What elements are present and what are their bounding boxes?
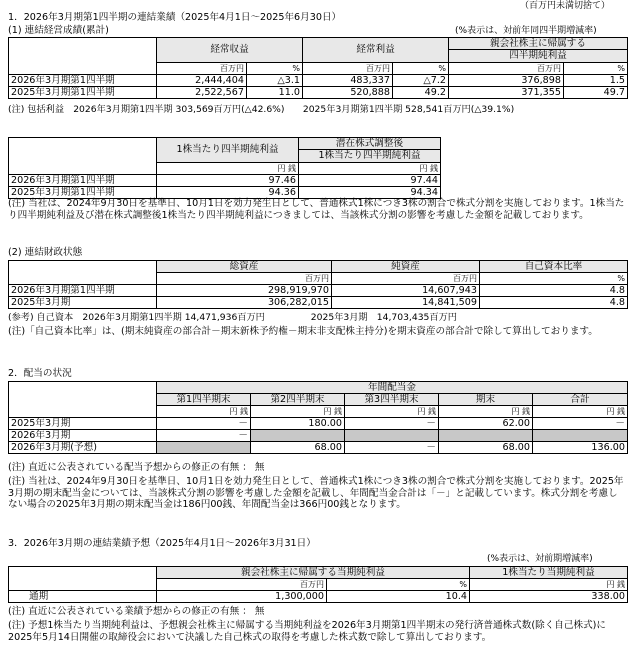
table-row [9,74,628,86]
header-forecast-net-income: 親会社株主に帰属する当期純利益 [157,567,470,579]
cell-q3: － [345,442,439,454]
cell-net-pct: 49.7 [564,86,628,98]
table-row [9,442,628,454]
comprehensive-income-note: (注) 包括利益 2026年3月期第1四半期 303,569百万円(△42.6%) 2025年3月期第1四半期 528,541百万円(△39.1%) [8,104,515,115]
row-label: 2025年3月期 [9,297,157,309]
table-row [9,285,628,297]
section-title-dividends: 2．配当の状況 [8,368,72,379]
table-row [9,591,628,603]
cell-revenue-pct: △3.1 [247,74,303,86]
unit-yen: 円 銭 [157,162,299,174]
unit-percent: % [247,62,303,74]
unit-million: 百万円 [332,273,480,285]
cell-eps: 94.36 [157,186,299,198]
cell-q3: － [345,418,439,430]
cell-ordinary: 483,337 [303,74,393,86]
stock-split-note: (注) 当社は、2024年9月30日を基準日、10月1日を効力発生日として、普通株式1株につき3株の割合で株式分割を実施しております。1株当たり四半期純利益及び潜在株式調整後1株当たり四半期純利益につきましては、当該株式分割の影響を考慮した金額を記載しております。 [8,198,625,221]
forecast-table [8,566,628,603]
unit-million: 百万円 [303,62,393,74]
cell-eps: 97.46 [157,174,299,186]
cell-net-assets: 14,841,509 [332,297,480,309]
header-ordinary-profit: 経常利益 [303,38,449,63]
header-net-income-1: 親会社株主に帰属する [449,38,628,50]
cell-q2: 180.00 [251,418,345,430]
header-equity-ratio: 自己資本比率 [480,261,628,273]
header-diluted-eps-1: 潜在株式調整後 [299,138,441,150]
unit-note: （百万円未満切捨て） [520,1,611,11]
header-year-end: 期末 [439,394,533,406]
row-label: 2026年3月期 [9,430,157,442]
row-label: 2026年3月期第1四半期 [9,174,157,186]
forecast-eps-note: (注) 予想1株当たり当期純利益は、予想親会社株主に帰属する当期純利益を2026年3月期第1四半期末の発行済普通株式数(除く自己株式)に2025年5月14日開催の取締役会において決議した自己株式の取得を考慮した株式数で除して算出しております。 [8,620,606,643]
header-q2-end: 第2四半期末 [251,394,345,406]
unit-percent: % [564,62,628,74]
unit-million: 百万円 [157,273,332,285]
unit-yen: 円 銭 [470,579,628,591]
cell-forecast-net-pct: 10.4 [327,591,470,603]
cell-total-assets: 298,919,970 [157,285,332,297]
section-title-results: 1．2026年3月期第1四半期の連結業績（2025年4月1日～2025年6月30日） [8,12,342,23]
cell-year-end-shaded [439,430,533,442]
row-label: 2026年3月期(予想) [9,442,157,454]
cell-year-end: 68.00 [439,442,533,454]
dividend-table [8,381,628,454]
cell-net-pct: 1.5 [564,74,628,86]
unit-yen: 円 銭 [533,406,628,418]
cell-total: － [533,418,628,430]
row-label: 2026年3月期第1四半期 [9,285,157,297]
cell-forecast-net: 1,300,000 [157,591,327,603]
table-row [9,418,628,430]
unit-yen: 円 銭 [439,406,533,418]
cell-revenue: 2,522,567 [157,86,247,98]
unit-percent: % [393,62,449,74]
unit-yen: 円 銭 [345,406,439,418]
cell-ordinary-pct: △7.2 [393,74,449,86]
subsection-title-financial: (2) 連結財政状態 [8,247,83,258]
row-label: 2025年3月期 [9,418,157,430]
cell-net: 371,355 [449,86,564,98]
unit-million: 百万円 [449,62,564,74]
cell-q3-shaded [345,430,439,442]
unit-yen: 円 銭 [157,406,251,418]
cell-q1: － [157,418,251,430]
section-title-forecast: 3．2026年3月期の連結業績予想（2025年4月1日～2026年3月31日） [8,538,316,549]
header-q3-end: 第3四半期末 [345,394,439,406]
table-row [9,297,628,309]
cell-total-assets: 306,282,015 [157,297,332,309]
cell-equity-ratio: 4.8 [480,285,628,297]
cell-q2: 68.00 [251,442,345,454]
header-total-assets: 総資産 [157,261,332,273]
cell-q1: － [157,430,251,442]
dividend-split-note: (注) 当社は、2024年9月30日を基準日、10月1日を効力発生日として、普通株式1株につき3株の割合で株式分割を実施しております。2025年3月期の期末配当金については、当該株式分割の影響を考慮した金額を記載し、年間配当金合計は「－」と記載しています。株式分割を考慮しない場合の2025年3月期の期末配当金は186円00銭、年間配当金は366円00銭となります。 [8,476,624,510]
cell-q1-shaded [157,442,251,454]
cell-total: 136.00 [533,442,628,454]
cell-net-assets: 14,607,943 [332,285,480,297]
header-forecast-eps: 1株当たり当期純利益 [470,567,628,579]
header-total: 合計 [533,394,628,406]
forecast-percent-note: (%表示は、対前期増減率) [487,554,593,564]
unit-yen: 円 銭 [251,406,345,418]
cell-revenue-pct: 11.0 [247,86,303,98]
row-label: 通期 [9,591,157,603]
header-net-assets: 純資産 [332,261,480,273]
unit-percent: % [480,273,628,285]
cell-forecast-eps: 338.00 [470,591,628,603]
cell-equity-ratio: 4.8 [480,297,628,309]
row-label: 2026年3月期第1四半期 [9,74,157,86]
table-row [9,186,441,198]
row-label: 2025年3月期第1四半期 [9,86,157,98]
cell-q2-shaded [251,430,345,442]
header-annual-dividend: 年間配当金 [157,382,628,394]
results-table [8,37,628,99]
table-row [9,430,628,442]
unit-percent: % [327,579,470,591]
cell-diluted-eps: 97.44 [299,174,441,186]
cell-ordinary-pct: 49.2 [393,86,449,98]
cell-diluted-eps: 94.34 [299,186,441,198]
unit-million: 百万円 [157,579,327,591]
table-row [9,86,628,98]
equity-reference: (参考) 自己資本 2026年3月期第1四半期 14,471,936百万円 2025年3月期 14,703,435百万円 [8,312,457,323]
cell-net: 376,898 [449,74,564,86]
equity-ratio-note: (注)「自己資本比率」は、(期末純資産の部合計－期末新株予約権－期末非支配株主持分)を期末資産の部合計で除して算出しております。 [8,326,598,337]
cell-total-shaded [533,430,628,442]
header-eps: 1株当たり四半期純利益 [157,138,299,163]
header-q1-end: 第1四半期末 [157,394,251,406]
unit-yen: 円 銭 [299,162,441,174]
subsection-title-results: (1) 連結経営成績(累計) [8,25,109,36]
unit-million: 百万円 [157,62,247,74]
cell-revenue: 2,444,404 [157,74,247,86]
financial-table [8,260,628,309]
header-diluted-eps-2: 1株当たり四半期純利益 [299,150,441,162]
table-row [9,174,441,186]
eps-table [8,137,441,199]
header-net-income-2: 四半期純利益 [449,50,628,62]
percent-note: (%表示は、対前年同四半期増減率) [455,26,597,36]
cell-year-end: 62.00 [439,418,533,430]
forecast-revision-note: (注) 直近に公表されている業績予想からの修正の有無 ： 無 [8,606,265,617]
row-label: 2025年3月期第1四半期 [9,186,157,198]
cell-ordinary: 520,888 [303,86,393,98]
header-revenue: 経常収益 [157,38,303,63]
dividend-revision-note: (注) 直近に公表されている配当予想からの修正の有無 ： 無 [8,462,265,473]
